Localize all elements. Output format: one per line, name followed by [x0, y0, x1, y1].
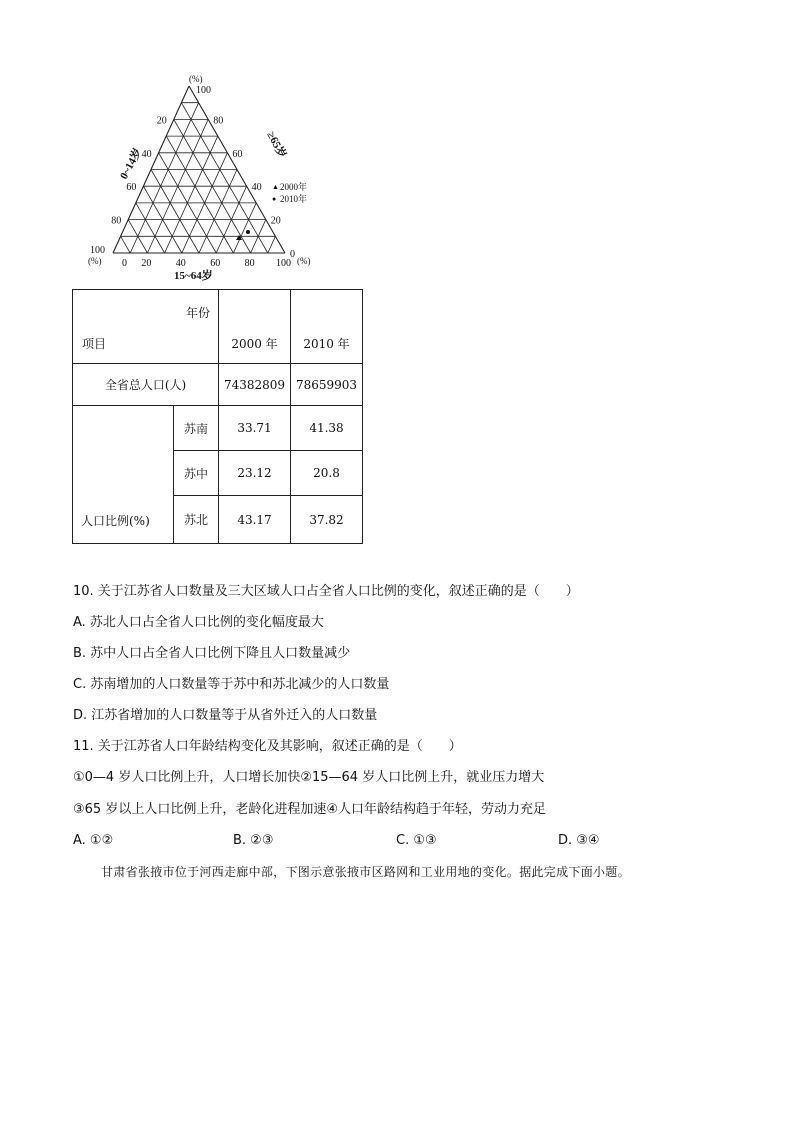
- legend-2000-label: 2000年: [280, 182, 308, 192]
- top-unit-label: (%): [189, 74, 203, 84]
- grid-line-rising: [136, 203, 165, 253]
- suzhong-2000: 23.12: [219, 451, 291, 496]
- question-11-option-b: B. ②③: [233, 833, 274, 848]
- bottom-left-value: 100: [90, 245, 105, 256]
- region-name-suzhong: 苏中: [174, 451, 219, 496]
- grid-line-falling: [199, 170, 237, 254]
- next-section-intro: 甘肃省张掖市位于河西走廊中部，下图示意张掖市区路网和工业用地的变化。据此完成下面小题。: [101, 865, 630, 879]
- suzhong-2010: 20.8: [291, 451, 363, 496]
- question-11-stem: 11. 关于江苏省人口年龄结构变化及其影响，叙述正确的是（ ）: [73, 739, 462, 754]
- question-11-option-a: A. ①②: [73, 833, 114, 848]
- legend-2010-label: 2010年: [280, 194, 308, 204]
- grid-line-falling: [233, 203, 256, 253]
- question-10-option-a: A. 苏北人口占全省人口比例的变化幅度最大: [73, 615, 324, 630]
- left-tick-label: 60: [126, 182, 137, 194]
- total-2010: 78659903: [291, 364, 363, 406]
- region-name-subei: 苏北: [174, 496, 219, 544]
- question-10-option-b: B. 苏中人口占全省人口比例下降且人口数量减少: [73, 646, 351, 661]
- ratio-label: 人口比例(%): [73, 406, 174, 544]
- grid-line-rising: [166, 136, 233, 253]
- right-tick-label: 80: [213, 115, 224, 127]
- ternary-diagram: [86, 72, 326, 284]
- grid-line-rising: [121, 236, 131, 253]
- left-tick-label: 40: [141, 148, 152, 160]
- question-10-stem: 10. 关于江苏省人口数量及三大区域人口占全省人口比例的变化，叙述正确的是（ ）: [73, 584, 579, 599]
- subei-2010: 37.82: [291, 496, 363, 544]
- legend-2010-symbol: ●: [272, 195, 277, 203]
- header-2010: 2010 年: [291, 290, 363, 364]
- grid-line-falling: [268, 236, 276, 253]
- left-axis-title: 0~14岁: [118, 146, 145, 182]
- header-year-label: 年份: [185, 306, 210, 320]
- bottom-right-unit: (%): [297, 256, 311, 266]
- header-item-label: 项目: [82, 337, 107, 351]
- bottom-tick-label: 100: [276, 258, 291, 269]
- question-11-statements-2: ③65 岁以上人口比例上升，老龄化进程加速④人口年龄结构趋于年轻，劳动力充足: [73, 802, 546, 817]
- total-population-label: 全省总人口(人): [73, 364, 219, 406]
- ternary-labels: [88, 74, 311, 282]
- subei-2000: 43.17: [219, 496, 291, 544]
- right-tick-label: 0: [290, 249, 295, 260]
- header-2000: 2000 年: [219, 290, 291, 364]
- bottom-axis-title: 15~64岁: [174, 270, 213, 282]
- bottom-tick-label: 60: [210, 258, 221, 269]
- sunan-2010: 41.38: [291, 406, 363, 451]
- bottom-tick-label: 0: [122, 258, 127, 269]
- bottom-left-unit: (%): [88, 256, 102, 266]
- bottom-tick-label: 80: [244, 258, 255, 269]
- left-tick-label: 80: [111, 215, 122, 227]
- right-tick-label: 40: [251, 182, 262, 194]
- population-table: [72, 289, 363, 544]
- right-tick-label: 60: [232, 148, 243, 160]
- legend-2000-symbol: ▲: [272, 183, 279, 191]
- grid-line-rising: [181, 103, 267, 253]
- question-11-option-d: D. ③④: [558, 833, 600, 848]
- region-name-sunan: 苏南: [174, 406, 219, 451]
- ternary-grid: [113, 86, 285, 253]
- ternary-chart: [86, 72, 326, 284]
- question-11-option-c: C. ①③: [396, 833, 437, 848]
- grid-line-falling: [165, 136, 218, 253]
- bottom-tick-label: 40: [175, 258, 186, 269]
- top-value-label: 100: [196, 85, 211, 96]
- right-axis-title: ≥65岁: [264, 129, 289, 161]
- question-10-option-d: D. 江苏省增加的人口数量等于从省外迁入的人口数量: [73, 708, 378, 723]
- bottom-tick-label: 20: [141, 258, 152, 269]
- question-10-option-c: C. 苏南增加的人口数量等于苏中和苏北减少的人口数量: [73, 677, 390, 692]
- right-tick-label: 20: [270, 215, 281, 227]
- left-tick-label: 20: [156, 115, 167, 127]
- sunan-2000: 33.71: [219, 406, 291, 451]
- question-11-statements-1: ①0—4 岁人口比例上升，人口增长加快②15—64 岁人口比例上升，就业压力增大: [73, 770, 545, 785]
- total-2000: 74382809: [219, 364, 291, 406]
- header-diagonal-cell: [73, 290, 219, 364]
- point-2010-dot: [246, 230, 250, 234]
